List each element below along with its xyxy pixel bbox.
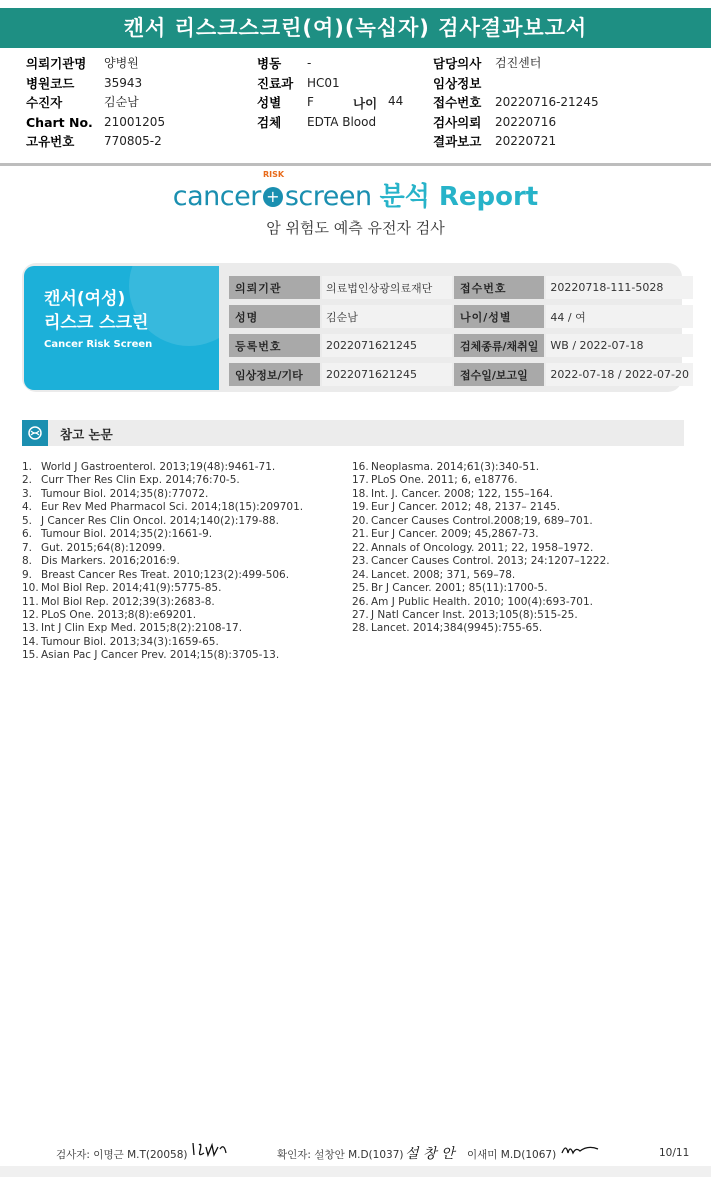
header-value: 검진센터 [495,56,542,70]
header-value: 21001205 [104,114,166,129]
list-item: 20. Cancer Causes Control.2008;19, 689–701. [352,514,593,527]
page-number: 10/11 [659,1147,690,1159]
header-row [26,93,165,113]
card-title-line1: 캔서(여성) [44,289,126,309]
header-value: 770805-2 [104,134,162,148]
list-item: 25. Br J Cancer. 2001; 85(11):1700-5. [352,582,548,595]
list-item: 8. Dis Markers. 2016;2016:9. [22,555,180,568]
info-key: 의뢰기관 [229,276,320,299]
table-row [229,363,693,386]
list-item: 14. Tumour Biol. 2013;34(3):1659-65. [22,635,219,648]
logo-risk-text: RISK [263,170,285,179]
logo-screen-text: screen [284,181,372,212]
card-decoration [129,266,219,346]
list-item: 4. Eur Rev Med Pharmacol Sci. 2014;18(15):209701. [22,501,304,514]
list-item: 3. Tumour Biol. 2014;35(8):77072. [22,487,209,500]
header-label: 검사의뢰 [433,114,482,130]
table-row [229,334,693,357]
list-item: 19. Eur J Cancer. 2012; 48, 2137– 2145. [352,501,561,514]
report-title-banner: 캔서 리스크스크린(여)(녹십자) 검사결과보고서 [0,8,711,48]
header-row [257,113,376,133]
list-item: 10. Mol Biol Rep. 2014;41(9):5775-85. [22,582,222,595]
card-title-line2: 리스크 스크린 [44,313,149,333]
header-row [433,54,599,74]
header-row [433,132,599,152]
confirmer-signature-text: 확인자: 설창안 M.D(1037) [277,1149,404,1161]
header-row [257,54,376,74]
header-row [26,54,165,74]
header-row [26,113,165,133]
info-key: 성명 [229,305,320,328]
info-key: 접수일/보고일 [454,363,544,386]
info-value: 2022071621245 [322,334,452,357]
list-item: 26. Am J Public Health. 2010; 100(4):693-701. [352,595,594,608]
header-label: 진료과 [257,75,294,91]
list-item: 15. Asian Pac J Cancer Prev. 2014;15(8):3705-13. [22,649,280,662]
logo-report-text: 분석 Report [379,182,539,212]
header-value: F [307,95,314,109]
references-title: 참고 논문 [60,427,113,442]
list-item: 24. Lancet. 2008; 371, 569–78. [352,568,516,581]
list-item: 12. PLoS One. 2013;8(8):e69201. [22,608,197,621]
age-value: 44 [388,93,404,108]
header-value: 20220716 [495,114,557,129]
third-signature-text: 이새미 M.D(1067) [467,1149,557,1161]
header-row [433,74,599,94]
header-label: 담당의사 [433,56,482,71]
header-value: - [307,56,312,70]
info-value: 의료법인상광의료재단 [322,276,452,299]
header-label: 임상정보 [433,75,482,91]
references-section-header [22,420,684,446]
info-key: 등록번호 [229,334,320,357]
logo-cancer-text: cancer [172,181,261,212]
examiner-signature [190,1139,232,1161]
header-row [433,93,599,113]
table-row [229,305,693,328]
list-item: 11. Mol Biol Rep. 2012;39(3):2683-8. [22,595,215,608]
list-item: 7. Gut. 2015;64(8):12099. [22,541,166,554]
signature-footer [0,1145,711,1165]
header-label: Chart No. [26,114,93,130]
list-item: 16. Neoplasma. 2014;61(3):340-51. [352,461,540,473]
cancer-screen-logo [0,170,711,213]
gene-icon [22,420,48,446]
report-subtitle: 암 위험도 예측 유전자 검사 [266,219,445,237]
header-label: 결과보고 [433,134,482,149]
list-item: 23. Cancer Causes Control. 2013; 24:1207–1222. [352,555,610,568]
list-item: 28. Lancet. 2014;384(9945):755-65. [352,622,543,635]
list-item: 22. Annals of Oncology. 2011; 22, 1958–1972. [352,541,594,554]
age-label: 나이 [353,95,378,111]
reference-list-right [352,461,610,636]
header-row [26,74,165,94]
list-item: 17. PLoS One. 2011; 6, e18776. [352,474,518,487]
header-label: 병동 [257,56,282,71]
info-value: 김순남 [322,305,452,328]
list-item: 27. J Natl Cancer Inst. 2013;105(8):515-25. [352,608,578,621]
header-row [433,113,599,133]
patient-info-table [229,270,693,392]
header-value: EDTA Blood [307,114,377,129]
info-value: 2022-07-18 / 2022-07-20 [546,363,693,386]
confirmer-signature: 설 창 안 [405,1146,455,1162]
header-value: 양병원 [104,56,139,70]
header-label: 의뢰기관명 [26,56,87,71]
info-value: 44 / 여 [546,305,693,328]
header-value: HC01 [307,75,340,90]
header-row [26,132,165,152]
header-column-3 [433,54,599,152]
info-value: WB / 2022-07-18 [546,334,693,357]
info-value: 2022071621245 [322,363,452,386]
list-item: 9. Breast Cancer Res Treat. 2010;123(2):499-506. [22,568,290,581]
header-label: 접수번호 [433,95,482,110]
plus-icon: + [263,187,283,207]
info-key: 접수번호 [454,276,544,299]
header-label: 검체 [257,114,282,130]
header-value: 20220721 [495,134,557,148]
header-column-1 [26,54,165,152]
header-value: 35943 [104,75,143,90]
list-item: 5. J Cancer Res Clin Oncol. 2014;140(2):179-88. [22,514,279,527]
product-card [24,266,219,390]
info-key: 나이/성별 [454,305,544,328]
list-item: 18. Int. J. Cancer. 2008; 122, 155–164. [352,487,553,500]
card-english-title: Cancer Risk Screen [44,339,153,350]
list-item: 1. World J Gastroenterol. 2013;19(48):9461-71. [22,461,276,473]
header-value: 김순남 [104,95,139,109]
header-label: 수진자 [26,95,63,110]
list-item: 6. Tumour Biol. 2014;35(2):1661-9. [22,528,213,541]
info-key: 임상정보/기타 [229,363,320,386]
header-divider [0,163,711,166]
reference-list-left [22,461,303,663]
info-value: 20220718-111-5028 [546,276,693,299]
header-value: 20220716-21245 [495,95,599,109]
list-item: 21. Eur J Cancer. 2009; 45,2867-73. [352,528,539,541]
info-key: 검체종류/채취일 [454,334,544,357]
header-label: 성별 [257,95,282,110]
third-signature [560,1139,600,1161]
examiner-signature-text: 검사자: 이명근 M.T(20058) [56,1149,188,1161]
table-row [229,276,693,299]
page-bottom-band [0,1166,711,1177]
header-label: 고유번호 [26,134,75,149]
header-row [257,74,376,94]
list-item: 2. Curr Ther Res Clin Exp. 2014;76:70-5. [22,474,240,487]
header-label: 병원코드 [26,75,75,91]
list-item: 13. Int J Clin Exp Med. 2015;8(2):2108-17. [22,622,243,635]
